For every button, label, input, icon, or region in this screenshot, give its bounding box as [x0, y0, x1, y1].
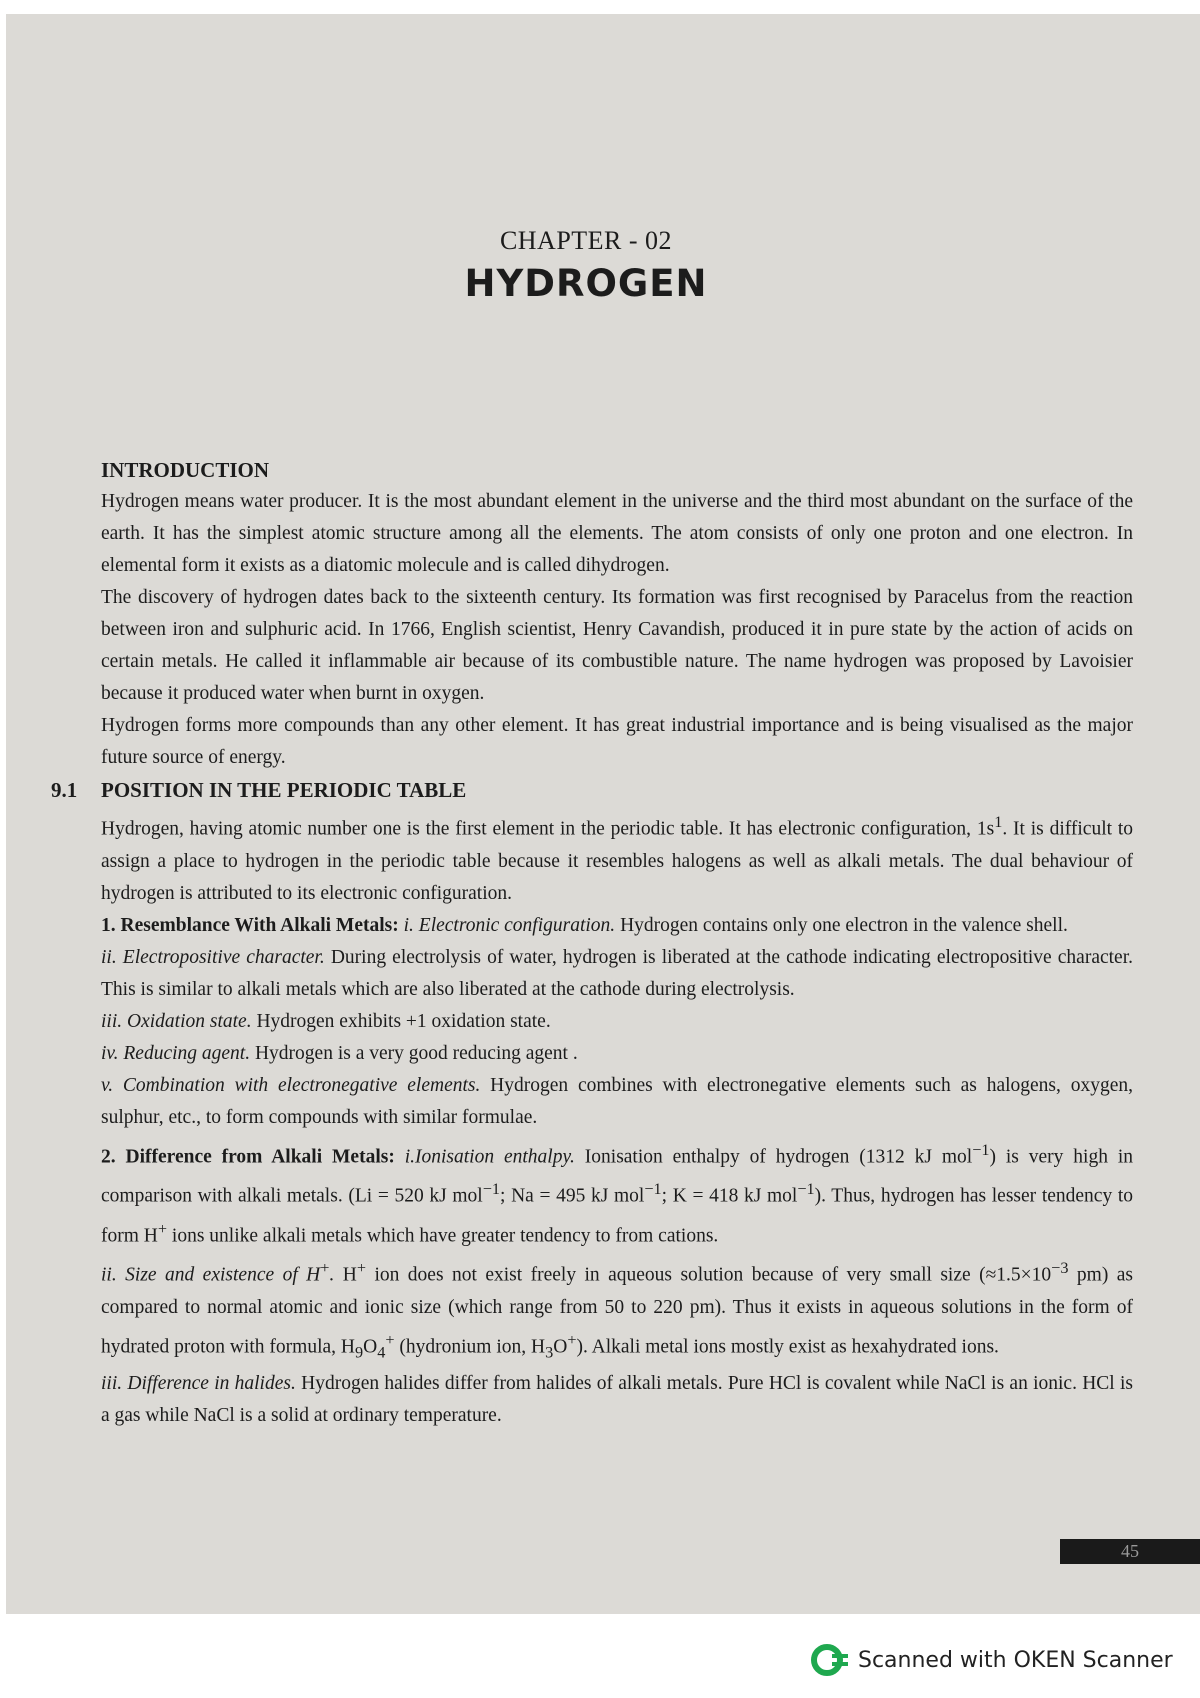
text: ion does not exist freely in aqueous solution because of very small size (≈1.5×10	[366, 1264, 1052, 1286]
scanner-watermark	[810, 1643, 1173, 1677]
sup: 1	[994, 813, 1003, 831]
watermark-text: Scanned with OKEN Scanner	[858, 1647, 1173, 1673]
item-text: During electrolysis of water, hydrogen is liberated at the cathode indicating electropositive character. This is similar to alkali metals which are also liberated at the cathode during electrolysis.	[101, 946, 1134, 1000]
item-label: iii. Difference in halides.	[101, 1372, 296, 1394]
intro-paragraph-3: Hydrogen forms more compounds than any other element. It has great industrial importance and is being visualised as the major future source of energy.	[101, 715, 1133, 768]
intro-heading: INTRODUCTION	[101, 458, 270, 482]
item-text: Hydrogen halides differ from halides of alkali metals. Pure HCl is covalent while NaCl is an ionic. HCl is a gas while NaCl is a solid at ordinary temperature.	[101, 1372, 1133, 1426]
text: ) is very high in comparison with alkali metals. (Li = 520 kJ mol	[101, 1146, 1133, 1207]
text: Ionisation enthalpy of hydrogen (1312 kJ mol	[574, 1146, 973, 1167]
sup: +	[385, 1330, 395, 1349]
resemblance-item-ii	[101, 942, 1133, 1006]
section-title: POSITION IN THE PERIODIC TABLE	[101, 778, 467, 802]
text: Hydrogen, having atomic number one is the first element in the periodic table. It has electronic configuration, 1s	[101, 818, 995, 840]
difference-heading: 2. Difference from Alkali Metals:	[101, 1146, 395, 1167]
item-label: iii. Oxidation state.	[101, 1010, 252, 1032]
item-label: ii. Electropositive character.	[101, 946, 325, 968]
text: ; K = 418 kJ mol	[661, 1185, 798, 1207]
difference-item-i	[101, 1134, 1133, 1253]
item-label: i. Electronic configuration.	[403, 914, 616, 936]
difference-item-iii	[101, 1368, 1133, 1432]
sup: +	[567, 1330, 577, 1349]
resemblance-item-iii	[101, 1006, 1133, 1038]
sup: −1	[644, 1180, 662, 1198]
text: ). Alkali metal ions mostly exist as hexahydrated ions.	[576, 1336, 999, 1357]
text: ions unlike alkali metals which have greater tendency to from cations.	[167, 1225, 719, 1246]
text: O	[363, 1336, 378, 1357]
page-content	[51, 454, 1134, 1432]
scanned-page	[6, 14, 1200, 1614]
item-label: v. Combination with electronegative elements.	[101, 1074, 481, 1096]
resemblance-item-v	[101, 1070, 1133, 1134]
text: pm) as compared to normal atomic and ionic size (which range from 50 to 220 pm). Thus it exists in aqueous solutions in the form of hydrated proton with formula, H	[101, 1264, 1134, 1357]
item-label: .	[329, 1264, 335, 1286]
item-label: iv. Reducing agent.	[101, 1042, 251, 1064]
intro-paragraph-1: Hydrogen means water producer. It is the most abundant element in the universe and the third most abundant on the surface of the earth. It has the simplest atomic structure among all the elements. The atom consists of only one proton and one electron. In elemental form it exists as a diatomic molecule and is called dihydrogen.	[101, 491, 1133, 576]
text: (hydronium ion, H	[394, 1336, 546, 1357]
scanner-logo-icon	[810, 1643, 850, 1677]
resemblance-heading: 1. Resemblance With Alkali Metals:	[101, 914, 399, 936]
chapter-title: HYDROGEN	[464, 262, 708, 305]
item-label: ii. Size and existence of H	[101, 1264, 321, 1286]
section-heading	[51, 774, 1133, 806]
item-text: Hydrogen is a very good reducing agent .	[250, 1042, 578, 1064]
difference-item-ii	[101, 1252, 1133, 1368]
resemblance-item-i	[101, 910, 1133, 942]
sub: 9	[355, 1342, 364, 1361]
section-paragraph	[101, 806, 1133, 910]
item-text: Hydrogen exhibits +1 oxidation state.	[251, 1010, 551, 1032]
text: ). Thus, hydrogen has lesser tendency to form H	[101, 1185, 1134, 1246]
sub: 3	[545, 1342, 554, 1361]
sup: −1	[972, 1140, 990, 1159]
item-text: Hydrogen combines with electronegative elements such as halogens, oxygen, sulphur, etc., to form compounds with similar formulae.	[101, 1074, 1133, 1128]
sub: 4	[377, 1342, 386, 1361]
sup: −3	[1051, 1259, 1069, 1277]
text: . It is difficult to assign a place to hydrogen in the periodic table because it resembles halogens as well as alkali metals. The dual behaviour of hydrogen is attributed to its electronic configuration.	[101, 818, 1134, 904]
sup: +	[356, 1259, 367, 1277]
sup: −1	[797, 1180, 815, 1198]
text: O	[553, 1336, 568, 1357]
item-text: Hydrogen contains only one electron in the valence shell.	[615, 914, 1068, 936]
section-number: 9.1	[51, 778, 78, 802]
sup: +	[320, 1259, 330, 1277]
sup: +	[157, 1219, 168, 1238]
page-number: 45	[1060, 1539, 1200, 1564]
intro-paragraph-2: The discovery of hydrogen dates back to the sixteenth century. Its formation was first recognised by Paracelus from the reaction between iron and sulphuric acid. In 1766, English scientist, Henry Cavandish, produced it in pure state by the action of acids on certain metals. He called it inflammable air because of its combustible nature. The name hydrogen was proposed by Lavoisier because it produced water when burnt in oxygen.	[101, 587, 1133, 704]
resemblance-item-iv	[101, 1038, 1133, 1070]
item-label: i.Ionisation enthalpy.	[404, 1146, 575, 1167]
text: H	[334, 1264, 357, 1286]
sup: −1	[482, 1180, 500, 1198]
text: ; Na = 495 kJ mol	[500, 1185, 645, 1207]
chapter-label: CHAPTER - 02	[499, 226, 673, 255]
